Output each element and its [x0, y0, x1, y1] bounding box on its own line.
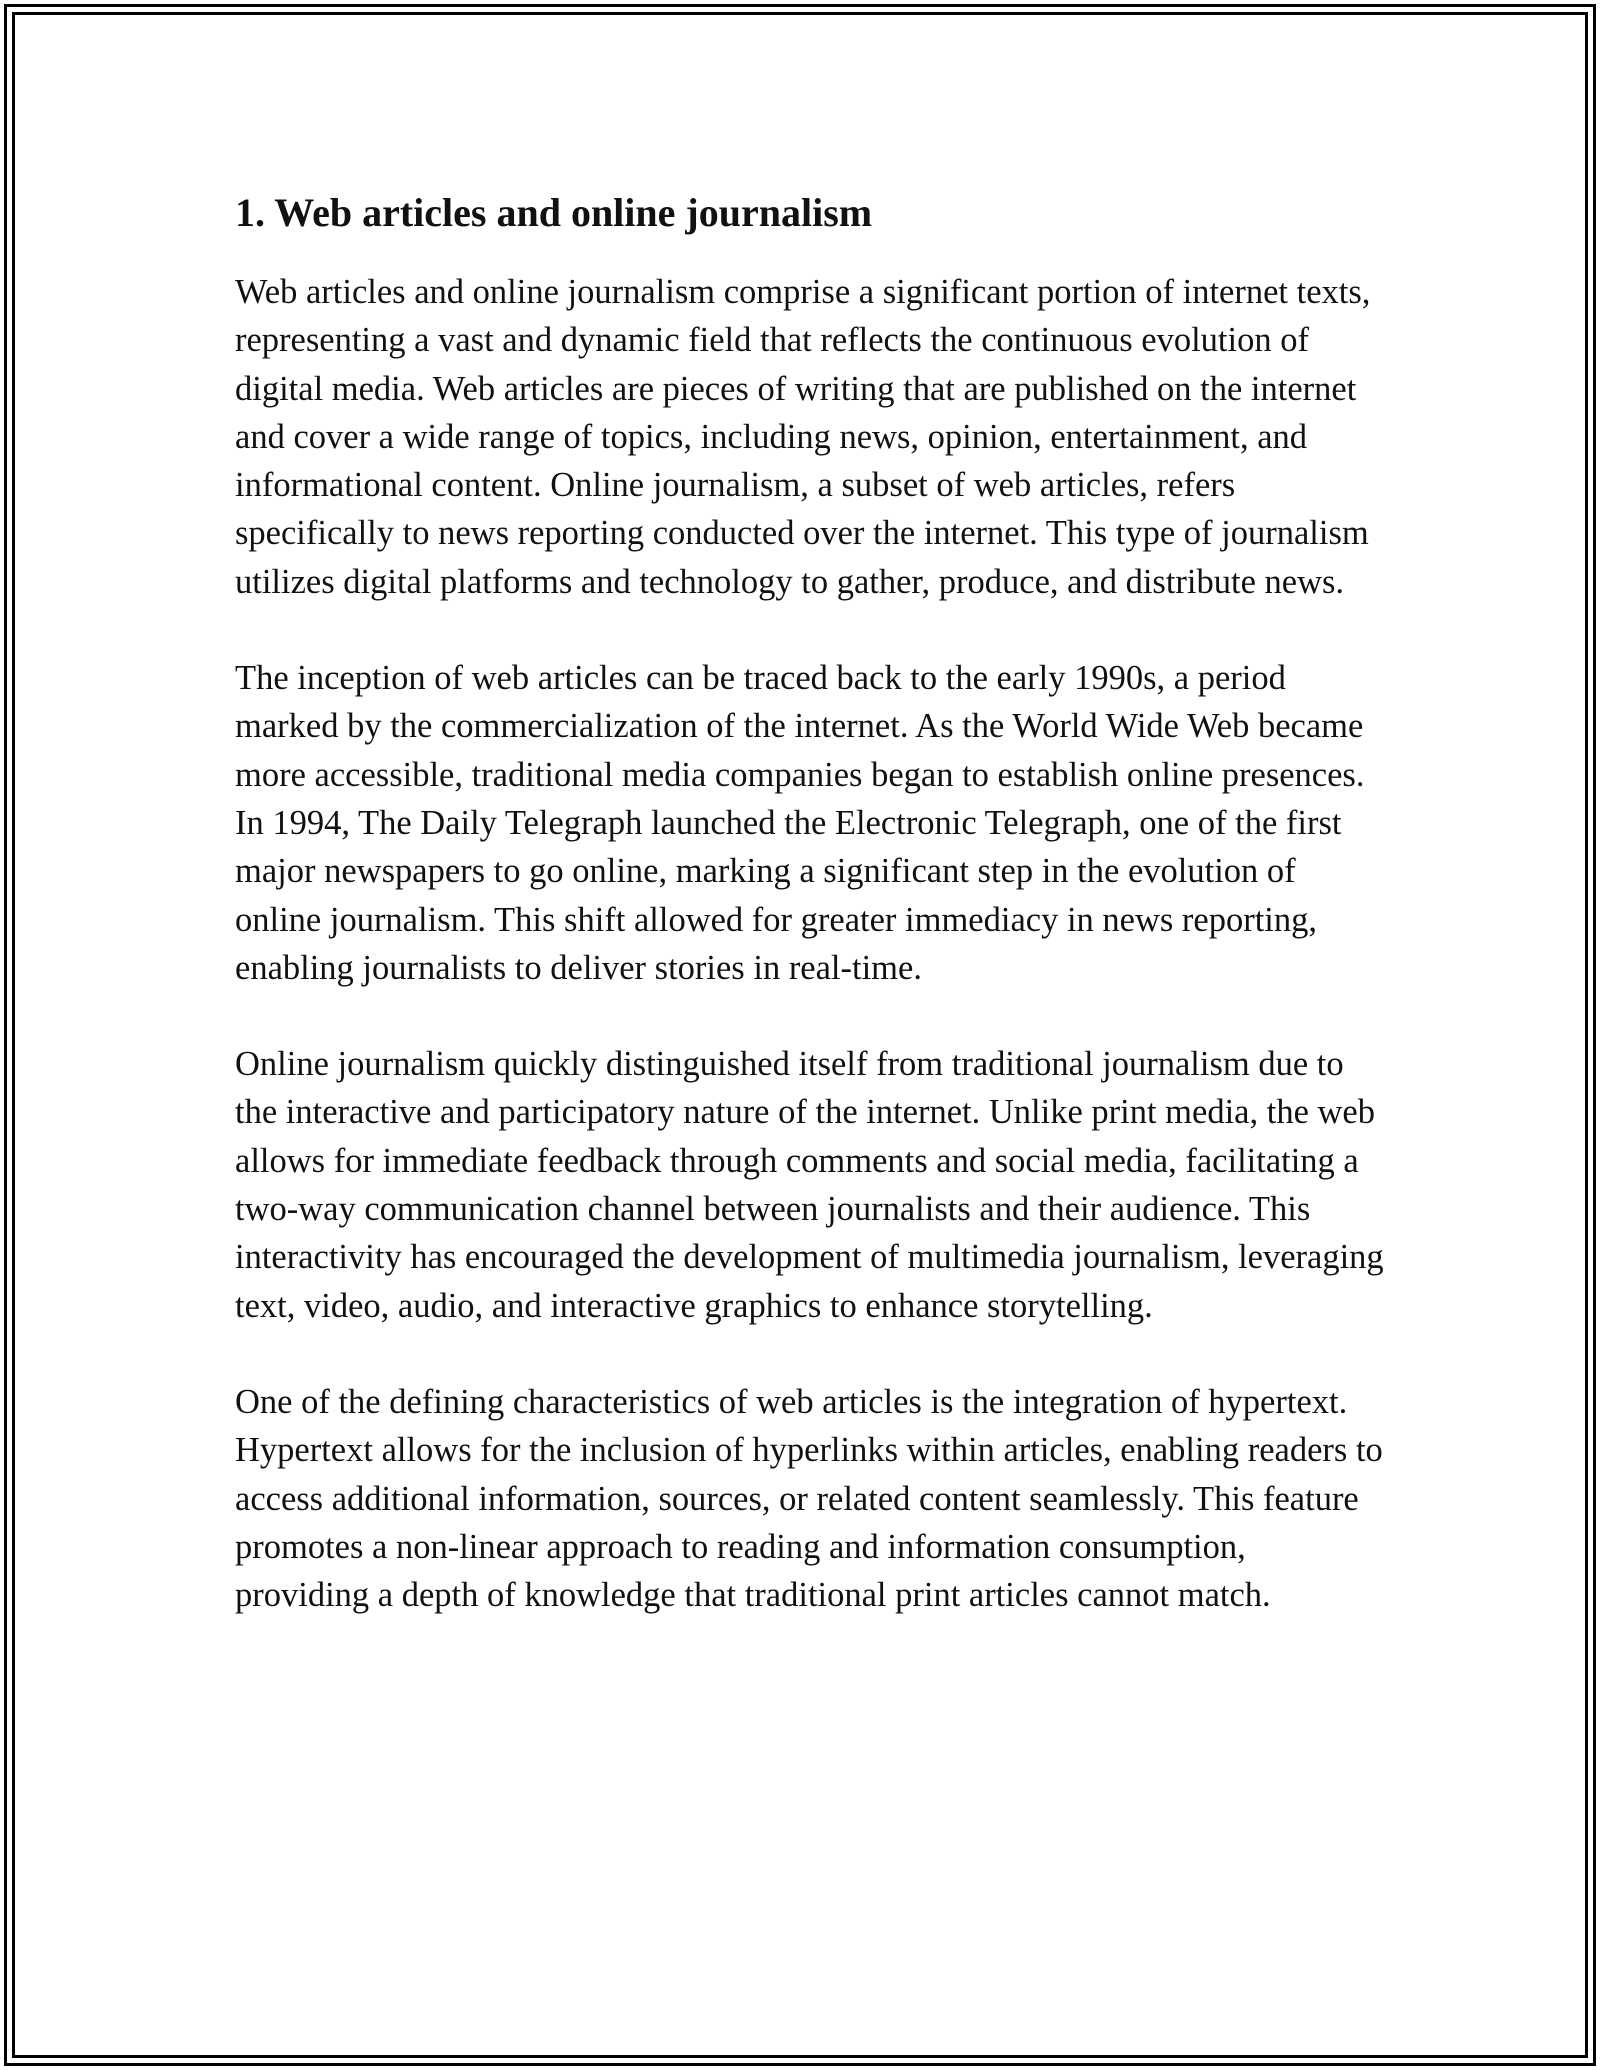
paragraph-3: Online journalism quickly distinguished itself from traditional journalism due to the interactive and participatory nature of the internet. Unlike print media, the web allows for immediate feedback through comments and social media, facilitating a two-way communication channel between journalists and their audience. This interactivity has encouraged the development of multimedia journalism, leveraging text, video, audio, and interactive graphics to enhance storytelling.: [235, 1045, 1384, 1325]
section-heading: 1. Web articles and online journalism: [235, 190, 873, 235]
paragraph-1: Web articles and online journalism comprise a significant portion of internet texts, representing a vast and dynamic field that reflects the continuous evolution of digital media. Web articles are pieces of writing that are published on the internet and cover a wide range of topics, including news, opinion, entertainment, and informational content. Online journalism, a subset of web articles, refers specifically to news reporting conducted over the internet. This type of journalism utilizes digital platforms and technology to gather, produce, and distribute news.: [235, 273, 1371, 601]
document-body: [235, 184, 1385, 1619]
paragraph-2: The inception of web articles can be traced back to the early 1990s, a period marked by the commercialization of the internet. As the World Wide Web became more accessible, traditional media companies began to establish online presences. In 1994, The Daily Telegraph launched the Electronic Telegraph, one of the first major newspapers to go online, marking a significant step in the evolution of online journalism. This shift allowed for greater immediacy in news reporting, enabling journalists to deliver stories in real-time.: [235, 659, 1365, 987]
paragraph-4: One of the defining characteristics of web articles is the integration of hypertext. Hypertext allows for the inclusion of hyperlinks within articles, enabling readers to access additional information, sources, or related content seamlessly. This feature promotes a non-linear approach to reading and information consumption, providing a depth of knowledge that traditional print articles cannot match.: [235, 1382, 1383, 1615]
